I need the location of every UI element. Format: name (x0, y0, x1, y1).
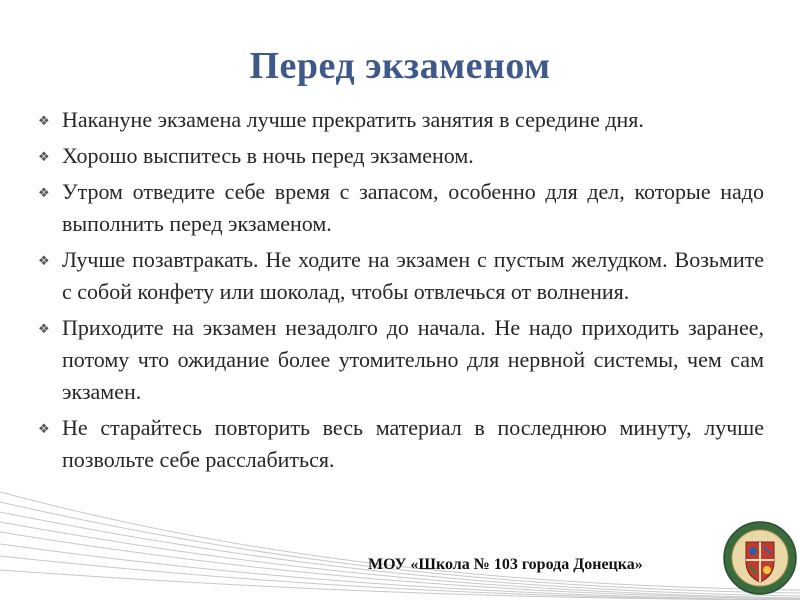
list-item-text: Накануне экзамена лучше прекратить занятия в середине дня. (62, 107, 644, 132)
list-item (38, 412, 764, 476)
diamond-bullet-icon: ❖ (38, 321, 50, 336)
diamond-bullet-icon: ❖ (38, 421, 50, 436)
list-item-text: Приходите на экзамен незадолго до начала. Не надо приходить заранее, потому что ожидание более утомительно для нервной системы, чем сам экзамен. (62, 315, 764, 404)
slide-title: Перед экзаменом (249, 45, 551, 87)
bullet-list (38, 104, 764, 480)
school-footer: МОУ «Школа № 103 города Донецка» (368, 556, 643, 573)
school-emblem-icon (722, 520, 798, 596)
decorative-lines (0, 490, 800, 600)
list-item (38, 140, 764, 172)
diamond-bullet-icon: ❖ (38, 149, 50, 164)
list-item-text: Утром отведите себе время с запасом, особенно для дел, которые надо выполнить перед экзаменом. (62, 179, 764, 236)
list-item-text: Хорошо выспитесь в ночь перед экзаменом. (62, 143, 474, 168)
list-item (38, 244, 764, 308)
list-item-text: Не старайтесь повторить весь материал в последнюю минуту, лучше позвольте себе расслабиться. (62, 415, 764, 472)
list-item-text: Лучше позавтракать. Не ходите на экзамен с пустым желудком. Возьмите с собой конфету или шоколад, чтобы отвлечься от волнения. (62, 247, 764, 304)
diamond-bullet-icon: ❖ (38, 253, 50, 268)
list-item (38, 312, 764, 408)
diamond-bullet-icon: ❖ (38, 113, 50, 128)
list-item (38, 176, 764, 240)
diamond-bullet-icon: ❖ (38, 185, 50, 200)
list-item (38, 104, 764, 136)
